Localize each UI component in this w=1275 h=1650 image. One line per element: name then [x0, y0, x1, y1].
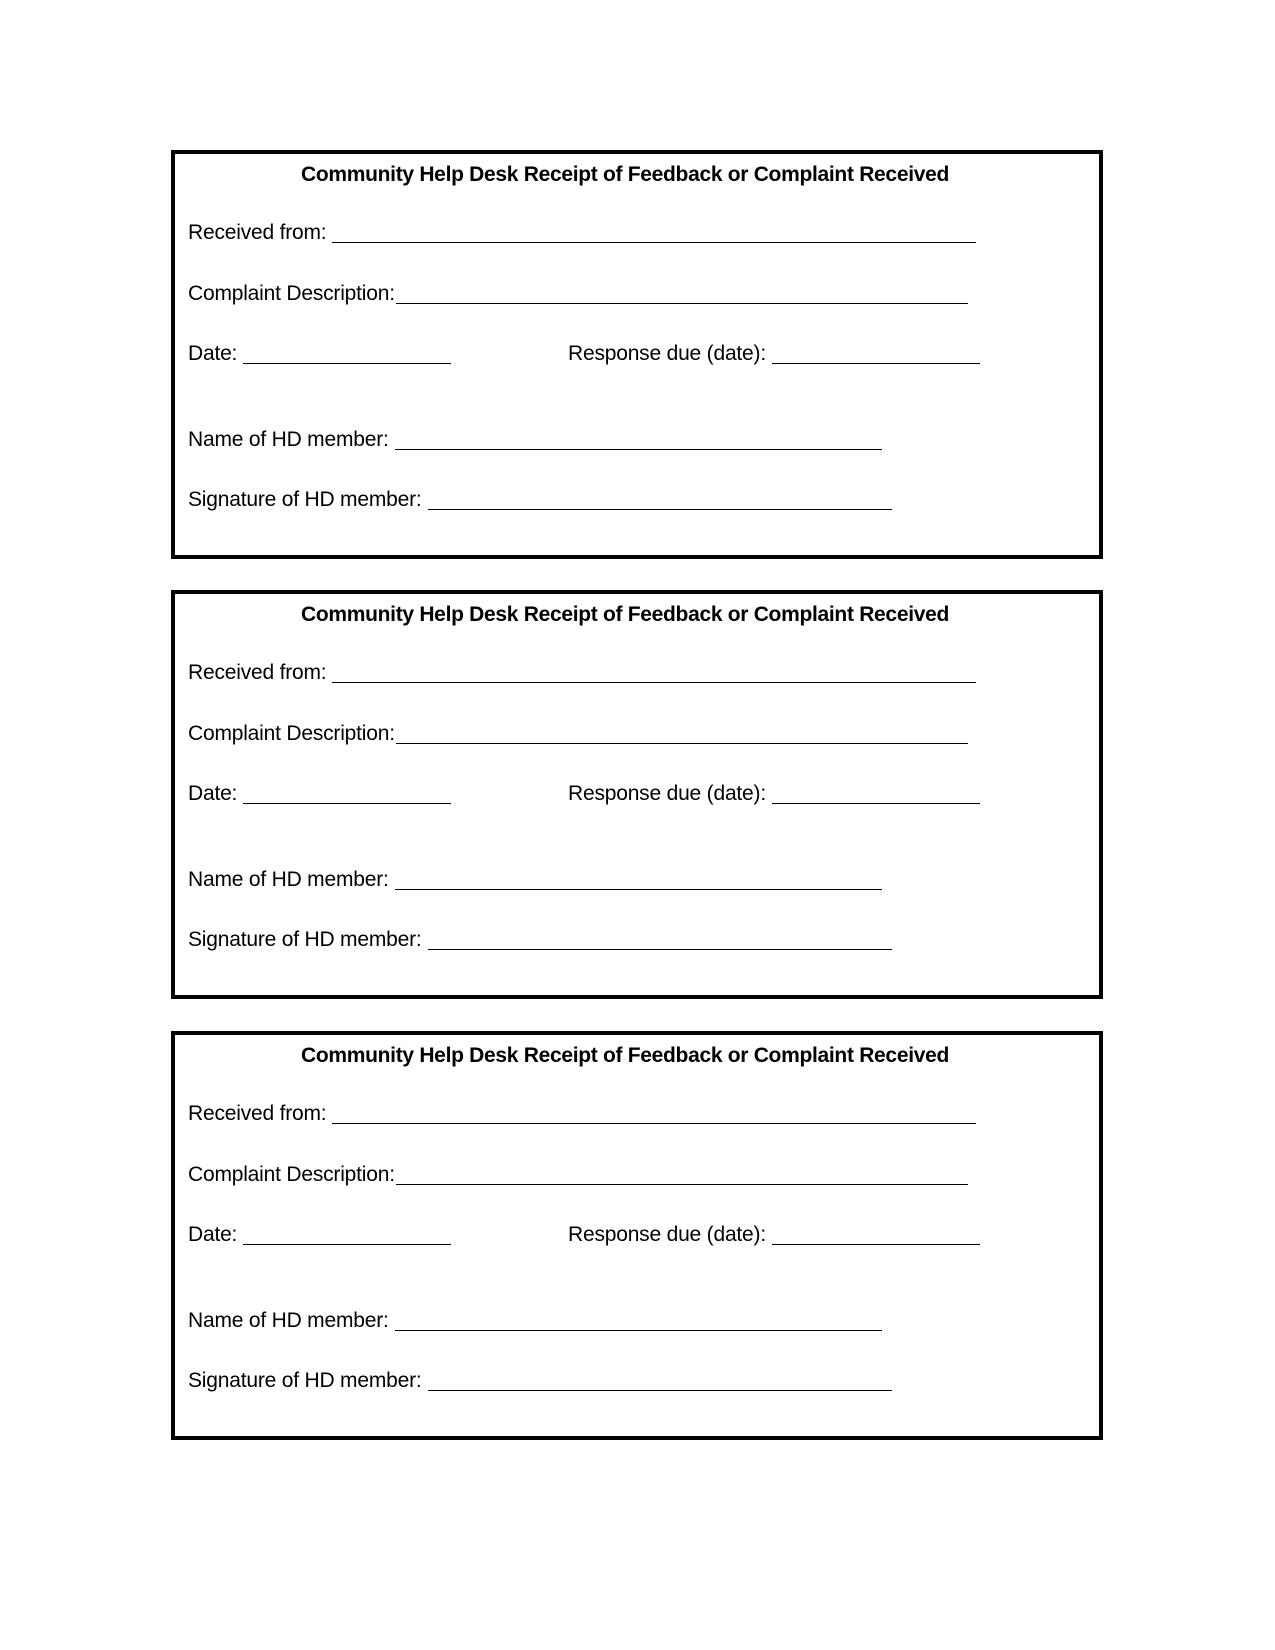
complaint-description-row — [188, 721, 968, 749]
hd-member-signature-row — [188, 1368, 892, 1396]
hd-member-name-row — [188, 427, 882, 455]
date-field[interactable] — [243, 781, 451, 804]
date-field[interactable] — [243, 341, 451, 364]
response-due-field[interactable] — [772, 1222, 980, 1245]
receipt-form-2 — [171, 590, 1103, 999]
date-row — [188, 341, 451, 369]
received-from-label: Received from: — [188, 221, 327, 244]
hd-member-name-row — [188, 867, 882, 895]
date-label: Date: — [188, 1223, 238, 1246]
response-due-row — [568, 781, 980, 809]
hd-member-signature-label: Signature of HD member: — [188, 928, 422, 951]
complaint-description-label: Complaint Description: — [188, 722, 395, 745]
hd-member-name-label: Name of HD member: — [188, 1309, 389, 1332]
received-from-row — [188, 220, 976, 248]
receipt-title: Community Help Desk Receipt of Feedback or Complaint Received — [300, 163, 950, 186]
hd-member-name-label: Name of HD member: — [188, 428, 389, 451]
date-field[interactable] — [243, 1222, 451, 1245]
received-from-label: Received from: — [188, 661, 327, 684]
hd-member-signature-label: Signature of HD member: — [188, 1369, 422, 1392]
hd-member-name-row — [188, 1308, 882, 1336]
hd-member-signature-field[interactable] — [428, 927, 892, 950]
hd-member-name-field[interactable] — [395, 867, 882, 890]
received-from-field[interactable] — [332, 220, 976, 243]
date-label: Date: — [188, 782, 238, 805]
complaint-description-row — [188, 1162, 968, 1190]
hd-member-signature-field[interactable] — [428, 1368, 892, 1391]
response-due-label: Response due (date): — [568, 782, 766, 805]
receipt-title: Community Help Desk Receipt of Feedback or Complaint Received — [300, 1044, 950, 1067]
hd-member-signature-row — [188, 487, 892, 515]
received-from-field[interactable] — [332, 1101, 976, 1124]
response-due-field[interactable] — [772, 341, 980, 364]
received-from-field[interactable] — [332, 660, 976, 683]
complaint-description-label: Complaint Description: — [188, 282, 395, 305]
date-row — [188, 781, 451, 809]
date-label: Date: — [188, 342, 238, 365]
response-due-label: Response due (date): — [568, 342, 766, 365]
hd-member-signature-label: Signature of HD member: — [188, 488, 422, 511]
response-due-field[interactable] — [772, 781, 980, 804]
receipt-form-1 — [171, 150, 1103, 559]
complaint-description-label: Complaint Description: — [188, 1163, 395, 1186]
hd-member-name-field[interactable] — [395, 427, 882, 450]
complaint-description-field[interactable] — [396, 721, 968, 744]
hd-member-name-field[interactable] — [395, 1308, 882, 1331]
received-from-row — [188, 660, 976, 688]
receipt-form-3 — [171, 1031, 1103, 1440]
receipt-title: Community Help Desk Receipt of Feedback or Complaint Received — [300, 603, 950, 626]
hd-member-signature-field[interactable] — [428, 487, 892, 510]
response-due-row — [568, 341, 980, 369]
received-from-row — [188, 1101, 976, 1129]
date-row — [188, 1222, 451, 1250]
complaint-description-row — [188, 281, 968, 309]
received-from-label: Received from: — [188, 1102, 327, 1125]
hd-member-signature-row — [188, 927, 892, 955]
response-due-label: Response due (date): — [568, 1223, 766, 1246]
complaint-description-field[interactable] — [396, 281, 968, 304]
response-due-row — [568, 1222, 980, 1250]
hd-member-name-label: Name of HD member: — [188, 868, 389, 891]
complaint-description-field[interactable] — [396, 1162, 968, 1185]
